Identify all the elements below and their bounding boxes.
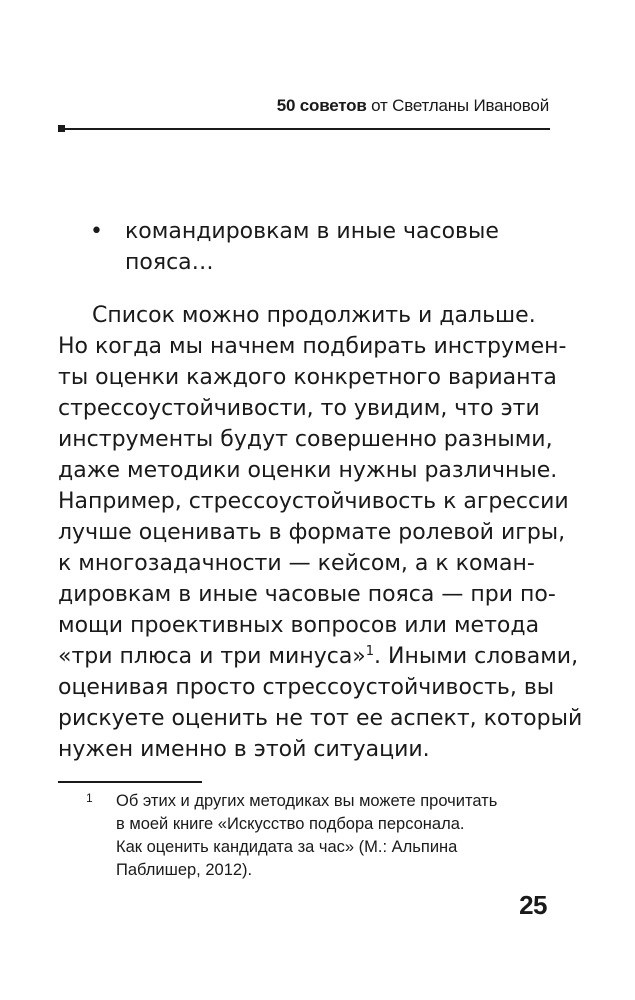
page-number: 25 xyxy=(519,890,547,920)
paragraph-line: лучше оценивать в формате ролевой игры, xyxy=(58,520,566,545)
footnote-text xyxy=(116,790,548,882)
footnote-marker: 1 xyxy=(86,791,93,805)
paragraph-line: к многозадачности — кейсом, а к коман- xyxy=(58,551,535,576)
paragraph-line: дировкам в иные часовые пояса — при по- xyxy=(58,582,556,607)
header-rule xyxy=(58,128,550,130)
footnote-line: Как оценить кандидата за час» (М.: Альпина xyxy=(116,838,458,856)
footnote xyxy=(58,790,548,882)
header-book-title: 50 советов xyxy=(276,96,367,115)
bullet-dot-icon: • xyxy=(90,219,103,244)
paragraph-line: Например, стрессоустойчивость к агрессии xyxy=(58,489,569,514)
footnote-separator xyxy=(58,781,202,783)
paragraph-line: мощи проективных вопросов или метода xyxy=(58,613,540,638)
paragraph-line: даже методики оценки нужны различные. xyxy=(58,458,558,483)
paragraph-line: рискуете оценить не тот ее аспект, который xyxy=(58,706,583,731)
paragraph-line: инструменты будут совершенно разными, xyxy=(58,427,553,452)
running-header xyxy=(277,96,549,116)
footnote-line: Паблишер, 2012). xyxy=(116,861,253,879)
body-paragraph xyxy=(58,300,583,765)
footnote-line: в моей книге «Искусство подбора персонала. xyxy=(116,815,465,833)
bullet-line: командировкам в иные часовые xyxy=(125,219,499,244)
paragraph-line-tail: . Иными словами, xyxy=(374,644,579,669)
paragraph-line-with-footnote-ref xyxy=(58,641,579,672)
quoted-method-name: «три плюса и три минуса» xyxy=(58,644,366,669)
paragraph-line: оценивая просто стрессоустойчивость, вы xyxy=(58,675,555,700)
bullet-list-item xyxy=(58,216,538,278)
footnote-reference[interactable]: 1 xyxy=(365,644,375,659)
paragraph-line: нужен именно в этой ситуации. xyxy=(58,737,430,762)
bullet-line: пояса… xyxy=(125,250,214,275)
paragraph-line: ты оценки каждого конкретного варианта xyxy=(58,365,557,390)
header-author: от Светланы Ивановой xyxy=(371,96,549,115)
paragraph-line: Но когда мы начнем подбирать инструмен- xyxy=(58,334,567,359)
paragraph-line: Список можно продолжить и дальше. xyxy=(92,303,536,328)
paragraph-line: стрессоустойчивости, то увидим, что эти xyxy=(58,396,540,421)
bullet-text xyxy=(125,216,538,278)
footnote-line: Об этих и других методиках вы можете прочитать xyxy=(116,792,498,810)
